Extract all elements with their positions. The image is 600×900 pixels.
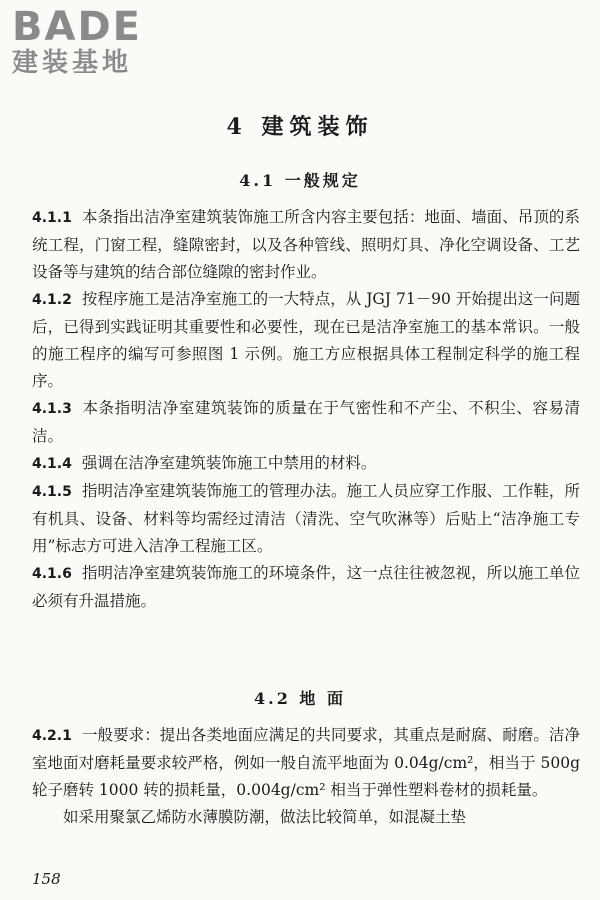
- clause-text: 指明洁净室建筑装饰施工的管理办法。施工人员应穿工作服、工作鞋，所有机具、设备、材料等均需经过清洁（清洗、空气吹淋等）后贴上“洁净施工专用”标志方可进入洁净工程施工区。: [32, 482, 580, 555]
- chapter-title: 4 建筑装饰: [226, 114, 374, 140]
- clause-4-1-6: [32, 560, 580, 615]
- clause-text: 一般要求：提出各类地面应满足的共同要求，其重点是耐腐、耐磨。洁净室地面对磨耗量要求较严格，例如一般自流平地面为 0.04g/cm²，相当于 500g 轮子磨转 1000 转的损耗量，0.004g/cm² 相当于弹性塑料卷材的损耗量。: [32, 726, 580, 799]
- clause-number: 4.1.3: [32, 401, 72, 417]
- page-number: 158: [32, 870, 61, 888]
- clause-number: 4.1.6: [32, 566, 72, 582]
- section-title-4-1: 4.1 一般规定: [239, 171, 361, 190]
- section-title-4-2: 4.2 地 面: [254, 689, 346, 708]
- publisher-logo: [12, 6, 182, 78]
- clause-number: 4.1.5: [32, 484, 72, 500]
- clause-4-1-2: [32, 286, 580, 395]
- continuation-paragraph: 如采用聚氯乙烯防水薄膜防潮，做法比较简单，如混凝土垫: [63, 808, 467, 826]
- clause-4-1-3: [32, 395, 580, 450]
- clause-number: 4.1.4: [32, 456, 72, 472]
- clause-text: 强调在洁净室建筑装饰施工中禁用的材料。: [81, 454, 377, 472]
- clause-4-1-4: [32, 450, 580, 478]
- clause-text: 本条指明洁净室建筑装饰的质量在于气密性和不产尘、不积尘、容易清洁。: [32, 399, 580, 445]
- clause-4-1-5: [32, 478, 580, 560]
- clause-number: 4.1.2: [32, 292, 72, 308]
- clause-text: 本条指出洁净室建筑装饰施工所含内容主要包括：地面、墙面、吊顶的系统工程，门窗工程，缝隙密封，以及各种管线、照明灯具、净化空调设备、工艺设备等与建筑的结合部位缝隙的密封作业。: [32, 208, 580, 281]
- logo-text-en: BADE: [12, 4, 142, 50]
- clause-number: 4.1.1: [32, 210, 72, 226]
- clause-text: 指明洁净室建筑装饰施工的环境条件，这一点往往被忽视，所以施工单位必须有升温措施。: [32, 564, 580, 610]
- clause-text: 按程序施工是洁净室施工的一大特点，从 JGJ 71－90 开始提出这一问题后，已得到实践证明其重要性和必要性，现在已是洁净室施工的基本常识。一般的施工程序的编写可参照图 1 示例。施工方应根据具体工程制定科学的施工程序。: [32, 290, 580, 390]
- section-4-2-body: [32, 722, 580, 831]
- clause-4-2-1: [32, 722, 580, 804]
- clause-number: 4.2.1: [32, 728, 72, 744]
- section-4-1-body: [32, 204, 580, 615]
- logo-text-cn: 建装基地: [12, 48, 133, 78]
- clause-4-1-1: [32, 204, 580, 286]
